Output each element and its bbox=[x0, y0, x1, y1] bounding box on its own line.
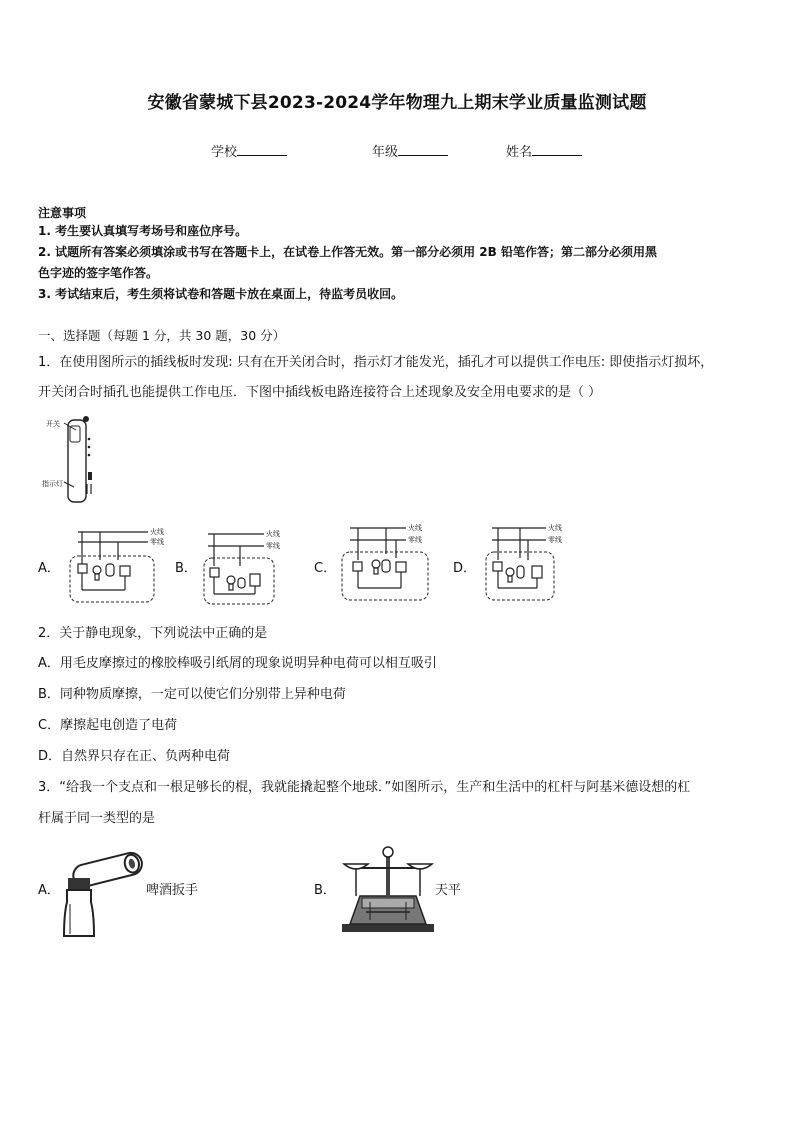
circuit-option-c bbox=[340, 518, 440, 603]
svg-text:零线: 零线 bbox=[548, 536, 562, 544]
school-blank bbox=[237, 143, 287, 156]
page-title: 安徽省蒙城下县2023-2024学年物理九上期末学业质量监测试题 bbox=[147, 93, 647, 113]
name-field bbox=[506, 141, 582, 160]
switch-label: 开关 bbox=[46, 420, 60, 428]
notice-item: 3. 考试结束后，考生须将试卷和答题卡放在桌面上，待监考员收回。 bbox=[38, 287, 404, 301]
name-label: 姓名 bbox=[506, 145, 533, 160]
grade-label: 年级 bbox=[372, 145, 399, 160]
bottle-opener-image bbox=[58, 846, 148, 936]
q1-option-c-label: C． bbox=[314, 561, 337, 576]
indicator-label: 指示灯 bbox=[42, 480, 63, 488]
notice-item: 2. 试题所有答案必须填涂或书写在答题卡上，在试卷上作答无效。第一部分必须用 2B 铅笔作答；第二部分必须用黑 bbox=[38, 245, 657, 259]
q2-option-d: D．自然界只存在正、负两种电荷 bbox=[38, 749, 231, 764]
question-3-line2: 杆属于同一类型的是 bbox=[38, 811, 156, 826]
question-3-line1: 3．“给我一个支点和一根足够长的棍，我就能撬起整个地球．”如图所示，生产和生活中的杠杆与阿基米德设想的杠 bbox=[38, 780, 691, 795]
notice-item: 色字迹的签字笔作答。 bbox=[38, 266, 159, 280]
circuit-option-d bbox=[484, 520, 584, 604]
notice-heading: 注意事项 bbox=[38, 206, 87, 220]
question-1-line2: 开关闭合时插孔也能提供工作电压．下图中插线板电路连接符合上述现象及安全用电要求的是（ ） bbox=[38, 385, 602, 400]
school-label: 学校 bbox=[211, 145, 238, 160]
question-2: 2．关于静电现象，下列说法中正确的是 bbox=[38, 626, 268, 641]
q1-option-d-label: D． bbox=[453, 561, 477, 576]
circuit-option-b bbox=[202, 526, 292, 608]
q3-option-b-caption: 天平 bbox=[435, 883, 462, 898]
grade-field bbox=[372, 141, 448, 160]
q3-option-a-label: A． bbox=[38, 883, 60, 898]
question-1-line1: 1．在使用图所示的插线板时发现: 只有在开关闭合时，指示灯才能发光，插孔才可以提供工作电压: 即使指示灯损坏， bbox=[38, 355, 714, 370]
section-heading: 一、选择题（每题 1 分，共 30 题，30 分） bbox=[38, 328, 286, 343]
school-field bbox=[211, 141, 287, 160]
name-blank bbox=[532, 143, 582, 156]
svg-text:火线: 火线 bbox=[548, 524, 562, 532]
balance-scale-image bbox=[340, 840, 436, 936]
svg-text:火线: 火线 bbox=[266, 530, 280, 538]
svg-text:零线: 零线 bbox=[408, 536, 422, 544]
power-strip-figure bbox=[40, 414, 110, 504]
grade-blank bbox=[398, 143, 448, 156]
q2-option-b: B．同种物质摩擦，一定可以使它们分别带上异种电荷 bbox=[38, 687, 346, 702]
svg-text:零线: 零线 bbox=[266, 542, 280, 550]
svg-text:零线: 零线 bbox=[150, 538, 164, 546]
svg-text:火线: 火线 bbox=[150, 528, 164, 536]
q2-option-c: C．摩擦起电创造了电荷 bbox=[38, 718, 178, 733]
notice-item: 1. 考生要认真填写考场号和座位序号。 bbox=[38, 224, 248, 238]
q1-option-b-label: B． bbox=[175, 561, 197, 576]
q3-option-a-caption: 啤酒扳手 bbox=[146, 883, 199, 898]
svg-text:火线: 火线 bbox=[408, 524, 422, 532]
q2-option-a: A．用毛皮摩擦过的橡胶棒吸引纸屑的现象说明异种电荷可以相互吸引 bbox=[38, 656, 437, 671]
q3-option-b-label: B． bbox=[314, 883, 336, 898]
circuit-option-a bbox=[68, 524, 168, 604]
q1-option-a-label: A． bbox=[38, 561, 60, 576]
